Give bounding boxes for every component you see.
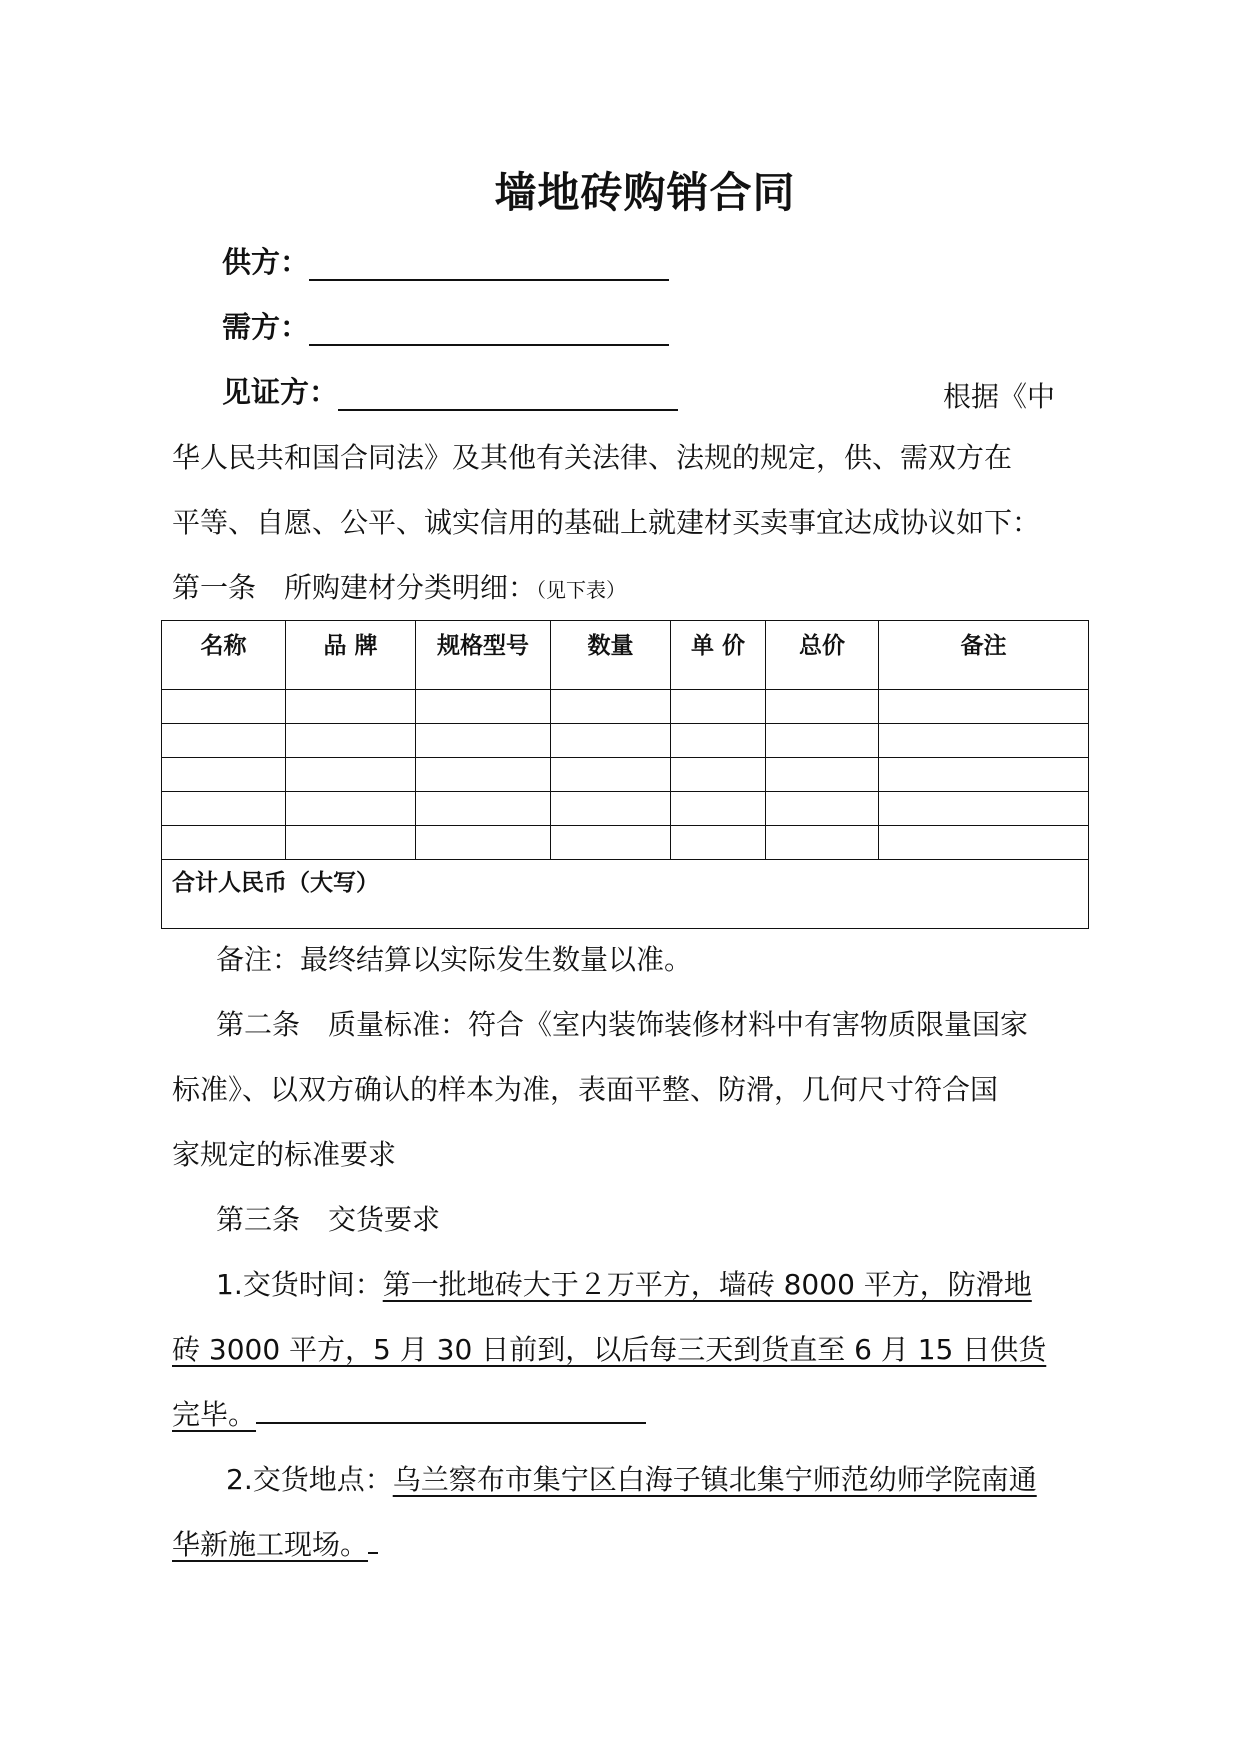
- col-header-brand: 品 牌: [286, 621, 416, 690]
- supplier-label: 供方：: [222, 245, 310, 279]
- table-row: [162, 758, 1089, 792]
- delivery-place-text: 乌兰察布市集宁区白海子镇北集宁师范幼师学院南通: [392, 1463, 1037, 1496]
- delivery-place-blank-line: [368, 1524, 378, 1554]
- witness-label: 见证方：: [222, 375, 339, 409]
- total-rmb-label: 合计人民币（大写）: [162, 860, 1089, 929]
- delivery-time-text: 完毕。: [172, 1398, 257, 1431]
- delivery-time-text: 第一批地砖大于２万平方，墙砖 8000 平方，防滑地: [382, 1268, 1032, 1301]
- col-header-remark: 备注: [879, 621, 1089, 690]
- delivery-place-line: [172, 1512, 1092, 1577]
- col-header-spec: 规格型号: [416, 621, 551, 690]
- intro-paragraph: [172, 425, 1092, 623]
- buyer-label: 需方：: [222, 310, 310, 344]
- delivery-place-text: 华新施工现场。: [172, 1528, 369, 1561]
- intro-line: 平等、自愿、公平、诚实信用的基础上就建材买卖事宜达成协议如下：: [172, 506, 1041, 539]
- article-1-line: [172, 555, 1092, 623]
- delivery-time-blank-line: [256, 1394, 646, 1424]
- buyer-blank-line: [309, 314, 669, 346]
- table-total-row: [162, 860, 1089, 929]
- delivery-time-line: [172, 1252, 1092, 1317]
- table-header-row: [162, 621, 1089, 690]
- article-2-line: 家规定的标准要求: [172, 1138, 397, 1171]
- buyer-row: [222, 305, 669, 346]
- delivery-time-line: [172, 1317, 1092, 1382]
- materials-table: [161, 620, 1089, 929]
- supplier-blank-line: [309, 249, 669, 281]
- col-header-name: 名称: [162, 621, 286, 690]
- witness-row: [222, 370, 678, 411]
- remark-paragraph: [172, 927, 1092, 1577]
- article-1-text: 第一条 所购建材分类明细：: [172, 571, 537, 604]
- delivery-place-line: [172, 1447, 1092, 1512]
- intro-line: 华人民共和国合同法》及其他有关法律、法规的规定，供、需双方在: [172, 441, 1013, 474]
- article-1-note: （见下表）: [536, 578, 627, 602]
- article-3-heading: 第三条 交货要求: [216, 1203, 441, 1236]
- intro-head: 根据《中: [943, 380, 1056, 413]
- delivery-place-label: 2.交货地点：: [226, 1463, 393, 1496]
- table-row: [162, 724, 1089, 758]
- table-row: [162, 826, 1089, 860]
- delivery-time-line: [172, 1382, 1092, 1447]
- supplier-row: [222, 240, 669, 281]
- table-row: [162, 792, 1089, 826]
- remark-line: 备注：最终结算以实际发生数量以准。: [216, 943, 693, 976]
- col-header-total-price: 总价: [766, 621, 879, 690]
- witness-blank-line: [338, 379, 678, 411]
- article-2-line: 标准》、以双方确认的样本为准，表面平整、防滑，几何尺寸符合国: [172, 1073, 999, 1106]
- article-2-line: 第二条 质量标准：符合《室内装饰装修材料中有害物质限量国家: [216, 1008, 1029, 1041]
- col-header-quantity: 数量: [551, 621, 671, 690]
- delivery-time-text: 砖 3000 平方，5 月 30 日前到，以后每三天到货直至 6 月 15 日供货: [172, 1333, 1047, 1366]
- delivery-time-label: 1.交货时间：: [216, 1268, 383, 1301]
- document-title: 墙地砖购销合同: [494, 168, 796, 217]
- table-row: [162, 690, 1089, 724]
- col-header-unit-price: 单 价: [671, 621, 766, 690]
